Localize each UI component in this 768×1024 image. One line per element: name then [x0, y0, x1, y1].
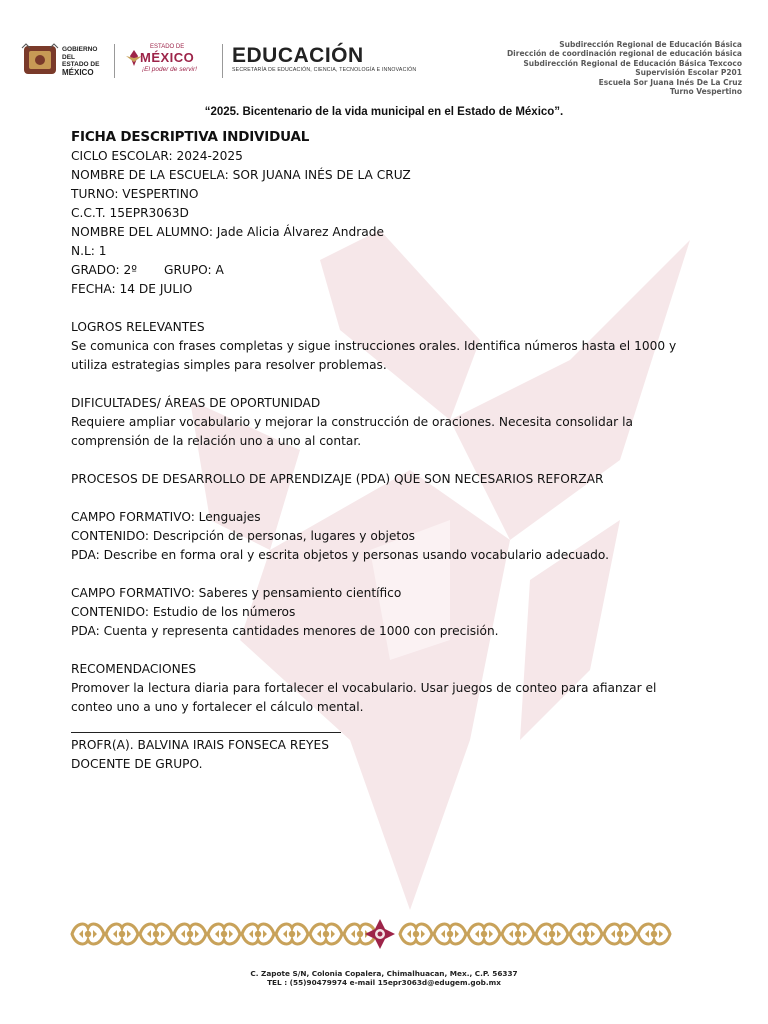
- field-cct: C.C.T. 15EPR3063D: [71, 206, 189, 220]
- field-alumno: NOMBRE DEL ALUMNO: Jade Alicia Álvarez Andrade: [71, 225, 384, 239]
- teacher-role: DOCENTE DE GRUPO.: [71, 757, 203, 771]
- section-heading-recomendaciones: RECOMENDACIONES: [71, 662, 197, 676]
- header-info-line: Subdirección Regional de Educación Básica: [559, 40, 742, 49]
- education-subtitle: SECRETARÍA DE EDUCACIÓN, CIENCIA, TECNOLOGÍA E INNOVACIÓN: [232, 67, 417, 73]
- header-info-line: Dirección de coordinación regional de educación básica: [506, 49, 742, 59]
- section-heading-pda: PROCESOS DE DESARROLLO DE APRENDIZAJE (PDA) QUE SON NECESARIOS REFORZAR: [71, 472, 604, 486]
- header-info-line: Turno Vespertino: [669, 87, 742, 97]
- spacer: [71, 375, 691, 394]
- gob-line-1: GOBIERNO DEL: [62, 46, 98, 61]
- spacer: [71, 489, 691, 508]
- field-nl: N.L: 1: [71, 244, 107, 258]
- field-escuela: NOMBRE DE LA ESCUELA: SOR JUANA INÉS DE LA CRUZ: [71, 168, 411, 182]
- edomex-slogan: ¡El poder de servir!: [142, 66, 197, 73]
- header-info-line: Supervisión Escolar P201: [635, 68, 742, 78]
- dificultades-text: Requiere ampliar vocabulario y mejorar la construcción de oraciones. Necesita consolidar la: [71, 415, 633, 429]
- edomex-big-text: MÉXICO: [140, 50, 195, 65]
- field-ciclo: CICLO ESCOLAR: 2024-2025: [71, 149, 243, 163]
- field-grado-grupo: [71, 261, 691, 280]
- header-separator: [222, 44, 223, 78]
- campo-1-pda: PDA: Describe en forma oral y escrita objetos y personas usando vocabulario adecuado.: [71, 548, 610, 562]
- section-heading-logros: LOGROS RELEVANTES: [71, 320, 205, 334]
- field-grupo: GRUPO: A: [164, 263, 224, 277]
- logros-text: Se comunica con frases completas y sigue instrucciones orales. Identifica números hasta el 1000 y: [71, 339, 677, 353]
- field-fecha: FECHA: 14 DE JULIO: [71, 282, 193, 296]
- state-crest-icon: [20, 42, 60, 78]
- document-header: [0, 0, 768, 100]
- edomex-small-text: ESTADO DE: [150, 44, 185, 50]
- dificultades-text: comprensión de la relación uno a uno al contar.: [71, 434, 362, 448]
- ornamental-border: [70, 918, 690, 950]
- document-footer: [0, 970, 768, 988]
- campo-1-contenido: CONTENIDO: Descripción de personas, lugares y objetos: [71, 529, 416, 543]
- header-info-line: Subdirección Regional de Educación Básica Texcoco: [523, 58, 742, 68]
- campo-2-formativo: CAMPO FORMATIVO: Saberes y pensamiento científico: [71, 586, 402, 600]
- section-heading-dificultades: DIFICULTADES/ ÁREAS DE OPORTUNIDAD: [71, 396, 321, 410]
- document-title: FICHA DESCRIPTIVA INDIVIDUAL: [71, 129, 310, 145]
- teacher-name: PROFR(A). BALVINA IRAIS FONSECA REYES: [71, 738, 329, 752]
- header-separator: [114, 44, 115, 78]
- education-title: EDUCACIÓN: [232, 44, 364, 67]
- spacer: [71, 451, 691, 470]
- campo-1-formativo: CAMPO FORMATIVO: Lenguajes: [71, 510, 261, 524]
- recomendaciones-text: conteo uno a uno y fortalecer el cálculo mental.: [71, 700, 364, 714]
- footer-contact: TEL : (55)90479974 e-mail 15epr3063d@edugem.gob.mx: [267, 977, 501, 987]
- spacer: [71, 565, 691, 584]
- recomendaciones-text: Promover la lectura diaria para fortalecer el vocabulario. Usar juegos de conteo para afianzar el: [71, 681, 657, 695]
- gob-logo-text: [62, 46, 112, 76]
- logros-text: utiliza estrategias simples para resolver problemas.: [71, 358, 387, 372]
- header-right-info: [507, 40, 742, 96]
- field-turno: TURNO: VESPERTINO: [71, 187, 199, 201]
- spacer: [71, 641, 691, 660]
- campo-2-pda: PDA: Cuenta y representa cantidades menores de 1000 con precisión.: [71, 624, 499, 638]
- edomex-logo: [124, 44, 214, 76]
- header-info-line: Escuela Sor Juana Inés De La Cruz: [598, 77, 742, 87]
- gob-line-3: MÉXICO: [62, 67, 94, 77]
- footer-address: C. Zapote S/N, Colonia Copalera, Chimalhuacan, Mex., C.P. 56337: [250, 969, 518, 978]
- campo-2-contenido: CONTENIDO: Estudio de los números: [71, 605, 296, 619]
- gob-line-2: ESTADO DE: [62, 61, 100, 68]
- document-body: [71, 128, 691, 774]
- spacer: [71, 299, 691, 318]
- field-grado: GRADO: 2º: [71, 263, 137, 277]
- year-motto: “2025. Bicentenario de la vida municipal en el Estado de México”.: [204, 106, 564, 118]
